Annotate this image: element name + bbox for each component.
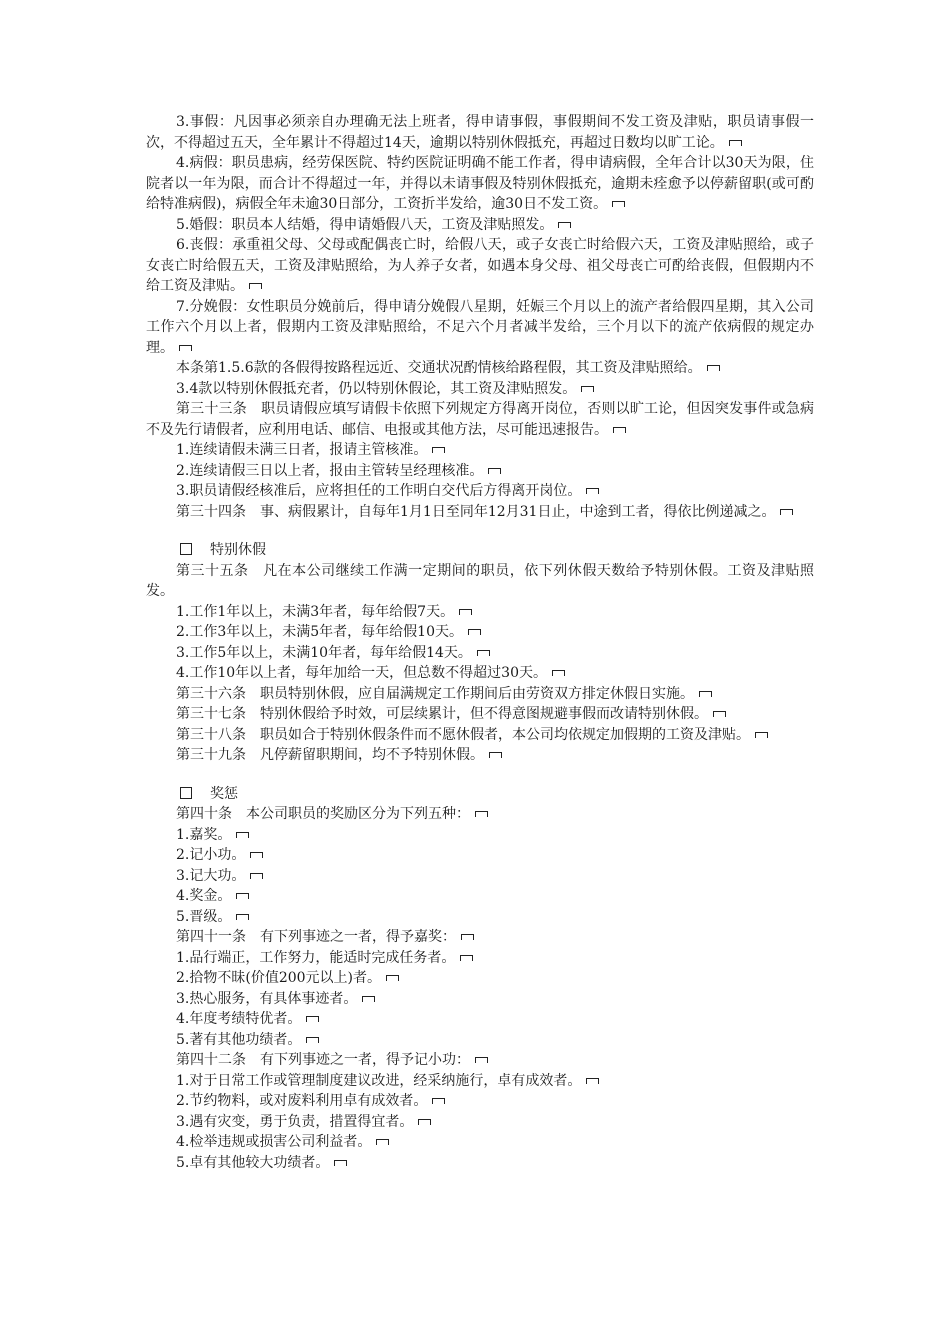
paragraph-mark-icon (362, 996, 375, 1002)
paragraph-mark-icon (581, 386, 594, 392)
paragraph-mark-icon (755, 732, 768, 738)
article-40-item-3: 3.记大功。 (146, 866, 814, 887)
paragraph-mark-icon (558, 222, 571, 228)
paragraph-mark-icon (477, 650, 490, 656)
article-41-item-5: 5.著有其他功绩者。 (146, 1030, 814, 1051)
article-40-item-5: 5.晋级。 (146, 907, 814, 928)
clause-offset-note: 3.4款以特别休假抵充者，仍以特别休假论，其工资及津贴照发。 (146, 379, 814, 400)
paragraph-mark-icon (586, 488, 599, 494)
article-42-item-2: 2.节约物料，或对废料利用卓有成效者。 (146, 1091, 814, 1112)
article-42-item-5: 5.卓有其他较大功绩者。 (146, 1153, 814, 1174)
article-41-item-1: 1.品行端正，工作努力，能适时完成任务者。 (146, 948, 814, 969)
paragraph-mark-icon (460, 955, 473, 961)
clause-maternity-leave: 7.分娩假：女性职员分娩前后，得申请分娩假八星期，妊娠三个月以上的流产者给假四星期，其入公司工作六个月以上者，假期内工资及津贴照给，不足六个月者减半发给，三个月以下的流产依病假的规定办理。 (146, 298, 814, 356)
paragraph-mark-icon (432, 1098, 445, 1104)
paragraph-mark-icon (699, 691, 712, 697)
article-33-item-2: 2.连续请假三日以上者，报由主管转呈经理核准。 (146, 461, 814, 482)
paragraph-mark-icon (461, 934, 474, 940)
clause-funeral-leave: 6.丧假：承重祖父母、父母或配偶丧亡时，给假八天，或子女丧亡时给假六天，工资及津贴照给，或子女丧亡时给假五天，工资及津贴照给，为人养子女者，如遇本身父母、祖父母丧亡可酌给丧假，但假期内不给工资及津贴。 (146, 237, 814, 294)
paragraph-mark-icon (707, 365, 720, 371)
paragraph-mark-icon (780, 509, 793, 515)
paragraph-mark-icon (250, 852, 263, 858)
paragraph-mark-icon (376, 1139, 389, 1145)
article-33-item-1: 1.连续请假未满三日者，报请主管核准。 (146, 440, 814, 461)
paragraph-mark-icon (386, 975, 399, 981)
document-body (146, 112, 814, 1173)
paragraph-mark-icon (475, 1057, 488, 1063)
article-41-item-4: 4.年度考绩特优者。 (146, 1009, 814, 1030)
paragraph-mark-icon (249, 283, 262, 289)
section-heading-special-leave: 特别休假 (146, 540, 814, 561)
paragraph-mark-icon (179, 345, 192, 351)
paragraph-mark-icon (468, 629, 481, 635)
paragraph-mark-icon (489, 752, 502, 758)
article-42-item-1: 1.对于日常工作或管理制度建议改进，经采纳施行，卓有成效者。 (146, 1071, 814, 1092)
article-41-item-3: 3.热心服务，有具体事迹者。 (146, 989, 814, 1010)
section-heading-rewards: 奖惩 (146, 784, 814, 805)
paragraph-mark-icon (306, 1016, 319, 1022)
paragraph-mark-icon (612, 201, 625, 207)
paragraph-mark-icon (418, 1119, 431, 1125)
paragraph-mark-icon (586, 1078, 599, 1084)
article-40-item-1: 1.嘉奖。 (146, 825, 814, 846)
article-38: 第三十八条 职员如合于特别休假条件而不愿休假者，本公司均依规定加假期的工资及津贴。 (146, 725, 814, 746)
article-39: 第三十九条 凡停薪留职期间，均不予特别休假。 (146, 745, 814, 766)
paragraph-mark-icon (334, 1160, 347, 1166)
article-34: 第三十四条 事、病假累计，自每年1月1日至同年12月31日止，中途到工者，得依比例递减之。 (146, 502, 814, 523)
paragraph-mark-icon (713, 711, 726, 717)
article-42-item-4: 4.检举违规或损害公司利益者。 (146, 1132, 814, 1153)
article-35-item-2: 2.工作3年以上，未满5年者，每年给假10天。 (146, 622, 814, 643)
article-35-item-3: 3.工作5年以上，未满10年者，每年给假14天。 (146, 643, 814, 664)
article-35-item-4: 4.工作10年以上者，每年加给一天，但总数不得超过30天。 (146, 663, 814, 684)
paragraph-mark-icon (250, 873, 263, 879)
checkbox-square-icon (180, 543, 192, 555)
article-36: 第三十六条 职员特别休假，应自届满规定工作期间后由劳资双方排定休假日实施。 (146, 684, 814, 705)
clause-sick-leave: 4.病假：职员患病，经劳保医院、特约医院证明确不能工作者，得申请病假，全年合计以30天为限，住院者以一年为限，而合计不得超过一年，并得以未请事假及特别休假抵充，逾期未痊愈予以停薪留职(或可酌给特准病假)，病假全年未逾30日部分，工资折半发给，逾30日不发工资。 (146, 155, 814, 212)
paragraph-mark-icon (613, 427, 626, 433)
article-40-item-2: 2.记小功。 (146, 845, 814, 866)
article-42: 第四十二条 有下列事迹之一者，得予记小功： (146, 1050, 814, 1071)
paragraph-mark-icon (306, 1037, 319, 1043)
article-42-item-3: 3.遇有灾变，勇于负责，措置得宜者。 (146, 1112, 814, 1133)
paragraph-mark-icon (236, 832, 249, 838)
article-35: 第三十五条 凡在本公司继续工作满一定期间的职员，依下列休假天数给予特别休假。工资及津贴照发。 (146, 562, 814, 599)
article-33-item-3: 3.职员请假经核准后，应将担任的工作明白交代后方得离开岗位。 (146, 481, 814, 502)
article-37: 第三十七条 特别休假给予时效，可层续累计，但不得意图规避事假而改请特别休假。 (146, 704, 814, 725)
paragraph-mark-icon (488, 468, 501, 474)
paragraph-mark-icon (432, 447, 445, 453)
paragraph-mark-icon (236, 914, 249, 920)
article-41-item-2: 2.拾物不昧(价值200元以上)者。 (146, 968, 814, 989)
article-35-item-1: 1.工作1年以上，未满3年者，每年给假7天。 (146, 602, 814, 623)
clause-marriage-leave: 5.婚假：职员本人结婚，得申请婚假八天，工资及津贴照发。 (146, 215, 814, 236)
paragraph-mark-icon (552, 670, 565, 676)
checkbox-square-icon (180, 787, 192, 799)
paragraph-mark-icon (475, 811, 488, 817)
article-33: 第三十三条 职员请假应填写请假卡依照下列规定方得离开岗位，否则以旷工论，但因突发事件或急病不及先行请假者，应利用电话、邮信、电报或其他方法，尽可能迅速报告。 (146, 401, 814, 438)
clause-travel-leave: 本条第1.5.6款的各假得按路程远近、交通状况酌情核给路程假，其工资及津贴照给。 (146, 358, 814, 379)
paragraph-mark-icon (236, 893, 249, 899)
article-40-item-4: 4.奖金。 (146, 886, 814, 907)
article-41: 第四十一条 有下列事迹之一者，得予嘉奖： (146, 927, 814, 948)
paragraph-mark-icon (459, 609, 472, 615)
paragraph-mark-icon (729, 140, 742, 146)
clause-personal-leave: 3.事假：凡因事必须亲自办理确无法上班者，得申请事假，事假期间不发工资及津贴，职员请事假一次，不得超过五天，全年累计不得超过14天，逾期以特别休假抵充，再超过日数均以旷工论。 (146, 114, 814, 151)
article-40: 第四十条 本公司职员的奖励区分为下列五种： (146, 804, 814, 825)
